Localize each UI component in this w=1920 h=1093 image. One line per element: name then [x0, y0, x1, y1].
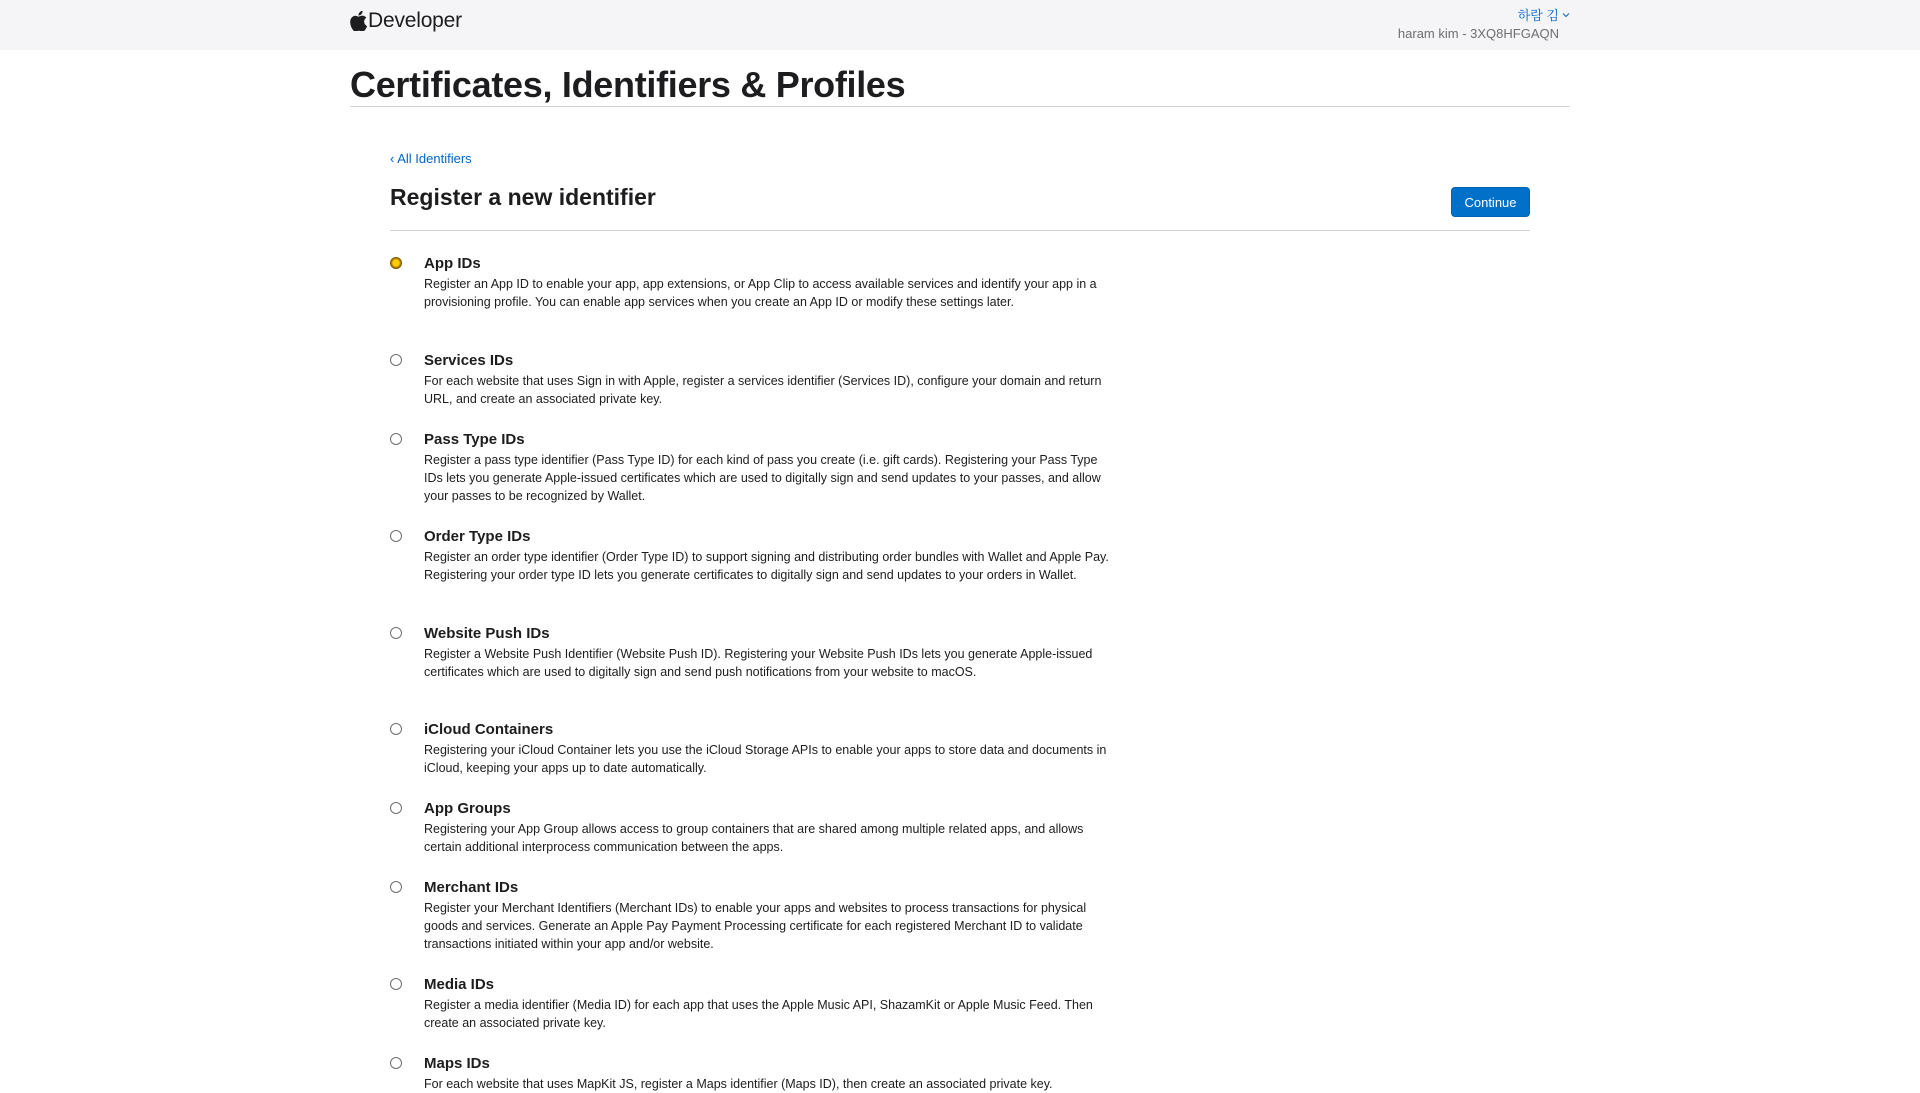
option-description: Registering your iCloud Container lets you use the iCloud Storage APIs to enable your apps to store data and documents in iCloud, keeping your apps up to date automatically.: [424, 743, 1107, 775]
apple-logo-icon: [350, 11, 367, 31]
radio-button-media-ids[interactable]: [390, 978, 402, 990]
option-description: For each website that uses MapKit JS, register a Maps identifier (Maps ID), then create an associated private key.: [424, 1077, 1053, 1091]
option-description: Register a media identifier (Media ID) for each app that uses the Apple Music API, ShazamKit or Apple Music Feed. Then create an associated private key.: [424, 998, 1093, 1030]
chevron-down-icon: [1562, 11, 1570, 19]
radio-button-maps-ids[interactable]: [390, 1057, 402, 1069]
radio-button-app-ids[interactable]: [390, 257, 402, 269]
option-title: Order Type IDs: [424, 528, 531, 545]
radio-button-pass-type-ids[interactable]: [390, 433, 402, 445]
continue-button[interactable]: Continue: [1451, 187, 1530, 217]
radio-button-order-type-ids[interactable]: [390, 530, 402, 542]
option-description: Register your Merchant Identifiers (Merchant IDs) to enable your apps and websites to process transactions for physical goods and services. Generate an Apple Pay Payment Processing certificate for each registered Merchant ID to validate transactions initiated within your app and/or website.: [424, 901, 1087, 951]
option-title: Services IDs: [424, 352, 514, 369]
title-divider: [350, 106, 1570, 107]
option-title: App Groups: [424, 800, 511, 817]
section-title: Register a new identifier: [390, 184, 656, 210]
option-description: Register a pass type identifier (Pass Type ID) for each kind of pass you create (i.e. gift cards). Registering your Pass Type IDs lets you generate Apple-issued certificates which are used to digitally sign and send updates to your passes, and allow your passes to be recognized by Wallet.: [424, 453, 1101, 503]
radio-button-website-push-ids[interactable]: [390, 627, 402, 639]
option-title: iCloud Containers: [424, 721, 554, 738]
radio-button-merchant-ids[interactable]: [390, 881, 402, 893]
option-title: App IDs: [424, 255, 481, 272]
page-title: Certificates, Identifiers & Profiles: [350, 64, 906, 105]
option-title: Website Push IDs: [424, 625, 550, 642]
option-title: Pass Type IDs: [424, 431, 525, 448]
radio-button-services-ids[interactable]: [390, 354, 402, 366]
radio-button-app-groups[interactable]: [390, 802, 402, 814]
option-description: For each website that uses Sign in with Apple, register a services identifier (Services ID), configure your domain and return URL, and create an associated private key.: [424, 374, 1102, 406]
option-title: Merchant IDs: [424, 879, 519, 896]
option-description: Register a Website Push Identifier (Website Push ID). Registering your Website Push IDs lets you generate Apple-issued certificates which are used to digitally sign and send push notifications from your website to macOS.: [424, 647, 1093, 679]
radio-button-icloud-containers[interactable]: [390, 723, 402, 735]
option-title: Media IDs: [424, 976, 495, 993]
section-divider: [390, 230, 1530, 231]
option-title: Maps IDs: [424, 1055, 490, 1072]
top-navigation-bar: [0, 0, 1920, 50]
option-description: Registering your App Group allows access to group containers that are shared among multiple related apps, and allows certain additional interprocess communication between the apps.: [424, 822, 1084, 854]
team-identifier: haram kim - 3XQ8HFGAQN: [1397, 26, 1559, 41]
option-description: Register an order type identifier (Order Type ID) to support signing and distributing order bundles with Wallet and Apple Pay. Registering your order type ID lets you generate certificates to digitally sign and send updates to your orders in Wallet.: [424, 550, 1109, 582]
brand-name: Developer: [368, 9, 462, 32]
account-name: 하람 김: [1517, 8, 1559, 23]
apple-developer-logo[interactable]: [350, 8, 462, 34]
all-identifiers-link[interactable]: ‹ All Identifiers: [390, 151, 472, 166]
account-menu[interactable]: [1518, 5, 1570, 24]
option-description: Register an App ID to enable your app, app extensions, or App Clip to access available services and identify your app in a provisioning profile. You can enable app services when you create an App ID or modify these settings later.: [424, 277, 1097, 309]
